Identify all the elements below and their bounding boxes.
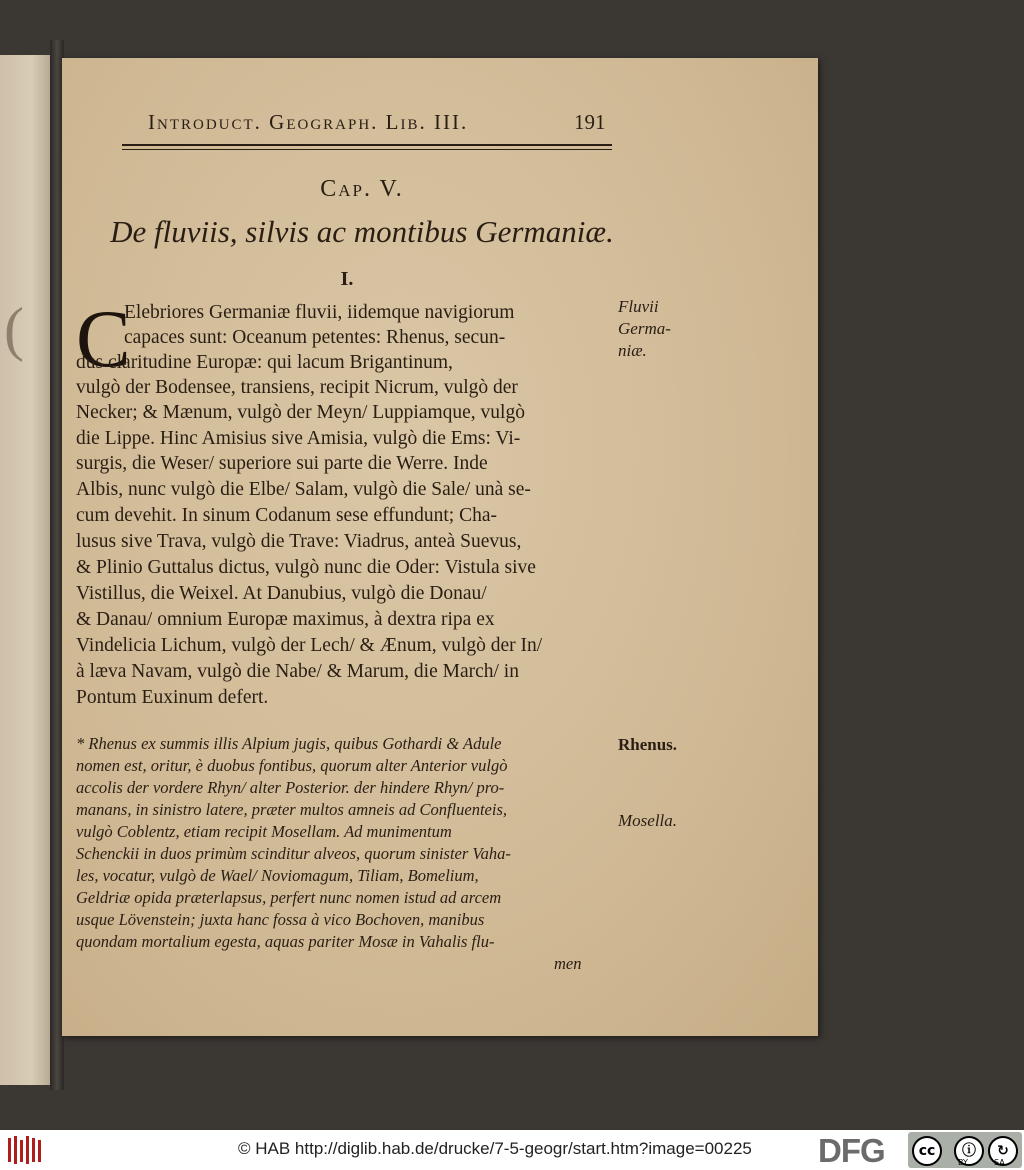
body-line: Elebriores Germaniæ fluvii, iidemque navigiorum: [124, 302, 515, 323]
hab-logo-icon: [6, 1134, 46, 1166]
note-line: quondam mortalium egesta, aquas pariter Mosæ in Vahalis flu-: [76, 932, 495, 951]
cc-icon: cc: [912, 1136, 942, 1166]
header-rule: [122, 144, 612, 146]
header-rule-thin: [122, 149, 612, 150]
footer-bar: [0, 1130, 1024, 1170]
note-line: les, vocatur, vulgò de Wael/ Noviomagum, Tiliam, Bomelium,: [76, 866, 479, 885]
note-line: * Rhenus ex summis illis Alpium jugis, quibus Gothardi & Adule: [76, 734, 502, 753]
sa-icon: ↻: [988, 1136, 1018, 1166]
body-line: lusus sive Trava, vulgò die Trave: Viadrus, anteà Suevus,: [76, 531, 522, 552]
body-line: capaces sunt: Oceanum petentes: Rhenus, secun-: [124, 327, 506, 348]
running-head: Introduct. Geograph. Lib. III.: [148, 110, 469, 134]
body-line: surgis, die Weser/ superiore sui parte die Werre. Inde: [76, 453, 488, 474]
body-line: Vindelicia Lichum, vulgò der Lech/ & Ænum, vulgò der In/: [76, 635, 543, 656]
dfg-logo-icon: DFG: [818, 1132, 885, 1169]
note-line: usque Lövenstein; juxta hanc fossa à vico Bochoven, manibus: [76, 910, 485, 929]
bleed-through-mark: (: [4, 296, 24, 362]
body-line: vulgò der Bodensee, transiens, recipit Nicrum, vulgò der: [76, 377, 518, 398]
drop-cap: C: [76, 293, 131, 384]
by-icon: ⓘ: [954, 1136, 984, 1166]
note-line: manans, in sinistro latere, præter multos amneis ad Confluenteis,: [76, 800, 507, 819]
page-number: 191: [574, 110, 606, 134]
note-line: Schenckii in duos primùm scinditur alveos, quorum sinister Vaha-: [76, 844, 511, 863]
margin-note-line: Fluvii: [618, 297, 659, 316]
chapter-heading: Cap. V.: [320, 176, 404, 202]
body-line: Vistillus, die Weixel. At Danubius, vulgò die Donau/: [76, 583, 487, 604]
note-line: men: [554, 954, 582, 973]
license-sa-label: SA: [994, 1158, 1005, 1167]
margin-note-rhenus: Rhenus.: [618, 735, 678, 754]
margin-note-line: Germa-: [618, 319, 671, 338]
body-line: Albis, nunc vulgò die Elbe/ Salam, vulgò die Sale/ unà se-: [76, 479, 531, 500]
body-line: dus claritudine Europæ: qui lacum Brigantinum,: [76, 352, 453, 373]
note-line: Geldriæ opida præterlapsus, perfert nunc nomen istud ad arcem: [76, 888, 502, 907]
body-line: die Lippe. Hinc Amisius sive Amisia, vulgò die Ems: Vi-: [76, 428, 521, 449]
license-by-label: BY: [958, 1158, 968, 1167]
body-line: & Plinio Guttalus dictus, vulgò nunc die Oder: Vistula sive: [76, 557, 536, 578]
body-line: & Danau/ omnium Europæ maximus, à dextra ripa ex: [76, 609, 495, 630]
body-line: à læva Navam, vulgò die Nabe/ & Marum, die March/ in: [76, 661, 519, 682]
chapter-title: De fluviis, silvis ac montibus Germaniæ.: [110, 214, 614, 249]
note-line: vulgò Coblentz, etiam recipit Mosellam. Ad munimentum: [76, 822, 452, 841]
cc-by-sa-icon[interactable]: [908, 1132, 1022, 1168]
body-line: Pontum Euxinum defert.: [76, 687, 269, 708]
section-numeral: I.: [340, 268, 354, 290]
body-line: cum devehit. In sinum Codanum sese effundunt; Cha-: [76, 505, 497, 526]
note-line: accolis der vordere Rhyn/ alter Posterior. der hindere Rhyn/ pro-: [76, 778, 505, 797]
margin-note-mosella: Mosella.: [618, 811, 678, 830]
body-line: Necker; & Mænum, vulgò der Meyn/ Luppiamque, vulgò: [76, 402, 525, 423]
margin-note-fluvii: [618, 296, 671, 362]
footer-credit-link[interactable]: © HAB http://diglib.hab.de/drucke/7-5-geogr/start.htm?image=00225: [238, 1139, 752, 1158]
book-page: [62, 58, 818, 1036]
note-line: nomen est, oritur, è duobus fontibus, quorum alter Anterior vulgò: [76, 756, 508, 775]
margin-note-line: niæ.: [618, 341, 647, 360]
